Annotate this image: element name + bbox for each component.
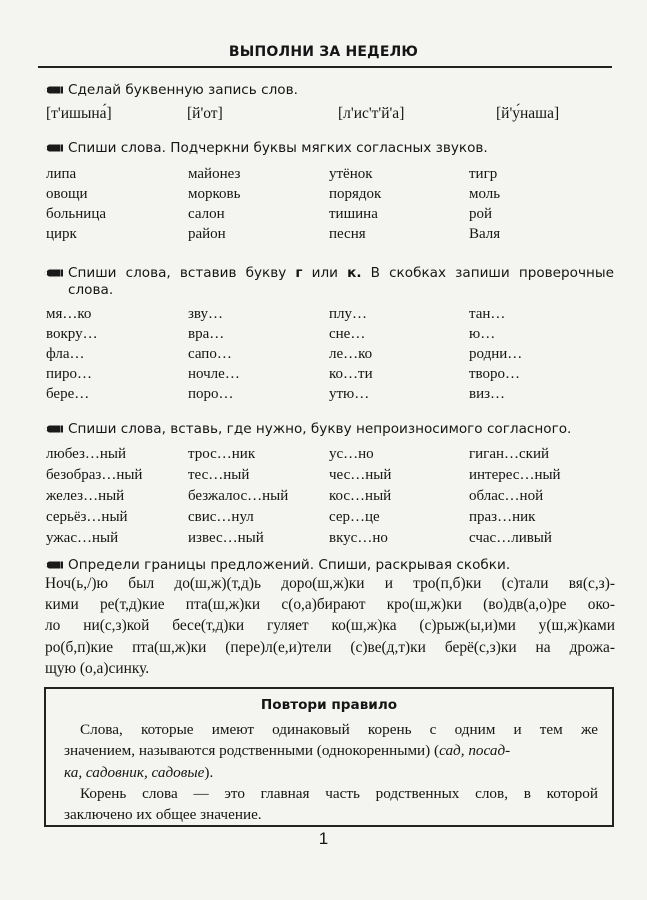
word: поро… — [188, 386, 234, 402]
task1-instruction-text: Сделай буквенную запись слов. — [68, 82, 298, 98]
word: моль — [469, 186, 501, 202]
word: желез…ный — [46, 488, 125, 504]
word: порядок — [329, 186, 382, 202]
word: Валя — [469, 226, 501, 242]
word: липа — [46, 166, 77, 182]
rule-example: ка, садовник, садовые — [64, 763, 205, 781]
word-row — [46, 206, 616, 226]
word: праз…ник — [469, 509, 536, 525]
word: тигр — [469, 166, 498, 182]
rule-box — [44, 687, 614, 827]
rule-line-part: значением, называются родственными (однокоренными) ( — [64, 742, 440, 760]
word: счас…ливый — [469, 530, 552, 546]
pencil-icon — [44, 560, 63, 570]
word: рой — [469, 206, 493, 222]
task5-text — [45, 573, 615, 679]
word: кос…ный — [329, 488, 392, 504]
word: творо… — [469, 366, 521, 382]
word: любез…ный — [46, 446, 127, 462]
word: вкус…но — [329, 530, 388, 546]
word: ле…ко — [329, 346, 373, 362]
task3-instruction-part: Спиши слова, вставив букву — [68, 265, 287, 281]
rule-line: заключено их общее значение. — [64, 806, 262, 824]
word: безжалос…ный — [188, 488, 289, 504]
word: майонез — [188, 166, 241, 182]
word: безобраз…ный — [46, 467, 143, 483]
word: вокру… — [46, 326, 98, 342]
word-row — [46, 446, 616, 466]
header-divider — [38, 66, 612, 68]
word-row — [46, 467, 616, 487]
word: облас…ной — [469, 488, 544, 504]
transcription-word: [т'ишына́] — [46, 105, 112, 122]
word-row — [46, 326, 616, 346]
word: ко…ти — [329, 366, 373, 382]
word-row — [46, 166, 616, 186]
word: морковь — [188, 186, 241, 202]
word: виз… — [469, 386, 506, 402]
task2-instruction-text: Спиши слова. Подчеркни буквы мягких согласных звуков. — [68, 140, 488, 156]
word: зву… — [188, 306, 223, 322]
word: больница — [46, 206, 106, 222]
word: плу… — [329, 306, 368, 322]
word: ночле… — [188, 366, 240, 382]
task4-instruction-text: Спиши слова, вставь, где нужно, букву непроизносимого согласного. — [68, 421, 572, 437]
task2-instruction — [44, 139, 614, 157]
transcription-word: [й'от] — [187, 105, 223, 122]
rule-title: Повтори правило — [260, 697, 398, 713]
word: трос…ник — [188, 446, 256, 462]
word-row — [46, 488, 616, 508]
rule-line: Слова, которые имеют одинаковый корень с одним и тем же — [80, 721, 598, 738]
task1-instruction — [44, 81, 614, 99]
task3-instruction-part: или — [311, 265, 338, 281]
word-row — [46, 306, 616, 326]
rule-text — [64, 719, 598, 825]
word: ю… — [469, 326, 496, 342]
word: серьёз…ный — [46, 509, 128, 525]
word: пиро… — [46, 366, 93, 382]
pencil-icon — [44, 424, 63, 434]
text-line: щую (о,а)синку. — [45, 659, 150, 677]
word: фла… — [46, 346, 85, 362]
word: район — [188, 226, 226, 242]
word: ус…но — [329, 446, 374, 462]
task3-instruction — [44, 264, 614, 282]
pencil-icon — [44, 143, 63, 153]
page-header-title: ВЫПОЛНИ ЗА НЕДЕЛЮ — [228, 44, 419, 60]
task3-instruction-part: В скобках запиши проверочные — [370, 265, 614, 281]
word: утю… — [329, 386, 370, 402]
word: сапо… — [188, 346, 232, 362]
letter-k: к. — [347, 265, 362, 281]
word: тишина — [329, 206, 378, 222]
transcription-word: [й'у́наша] — [496, 105, 560, 122]
word: утёнок — [329, 166, 373, 182]
word-row — [46, 530, 616, 550]
rule-line — [64, 740, 598, 761]
task5-instruction-text: Определи границы предложений. Спиши, раскрывая скобки. — [68, 557, 511, 573]
text-line: ро(б,п)кие пта(ш,ж)ки (пере)л(е,и)тели (с)ве(д,т)ки берё(с,з)ки на дрожа- — [45, 638, 615, 656]
task1-words-row — [46, 105, 616, 125]
word: вра… — [188, 326, 225, 342]
word: сер…це — [329, 509, 380, 525]
word-row — [46, 186, 616, 206]
word: свис…нул — [188, 509, 254, 525]
page-number: 1 — [318, 829, 329, 848]
rule-line — [64, 762, 598, 783]
task4-instruction — [44, 420, 614, 438]
word: мя…ко — [46, 306, 92, 322]
word: цирк — [46, 226, 77, 242]
word: ужас…ный — [46, 530, 119, 546]
word: тес…ный — [188, 467, 250, 483]
rule-example: сад, посад- — [439, 742, 511, 760]
pencil-icon — [44, 268, 63, 278]
word-row — [46, 366, 616, 386]
word: салон — [188, 206, 225, 222]
word: извес…ный — [188, 530, 264, 546]
text-line: кими ре(т,д)кие пта(ш,ж)ки с(о,а)бирают кро(ш,ж)ки (во)дв(а,о)ре око- — [45, 596, 615, 614]
word: сне… — [329, 326, 366, 342]
text-line: ло ни(с,з)кой бесе(т,д)ки гуляет ко(ш,ж)ка (с)рыж(ы,и)ми у(ш,ж)ками — [45, 617, 615, 635]
transcription-word: [л'ис'т'й'а] — [338, 105, 405, 122]
word: бере… — [46, 386, 90, 402]
word: родни… — [469, 346, 523, 362]
letter-g: г — [295, 265, 303, 281]
word: гиган…ский — [469, 446, 550, 462]
word-row — [46, 346, 616, 366]
rule-line: Корень слова — это главная часть родственных слов, в которой — [80, 784, 598, 802]
word: тан… — [469, 306, 506, 322]
word: интерес…ный — [469, 467, 561, 483]
task3-instruction-line2: слова. — [68, 282, 114, 298]
word: песня — [329, 226, 366, 242]
word-row — [46, 509, 616, 529]
word: овощи — [46, 186, 88, 202]
word-row — [46, 386, 616, 406]
task5-instruction — [44, 556, 614, 574]
word: чес…ный — [329, 467, 392, 483]
pencil-icon — [44, 85, 63, 95]
text-line: Ноч(ь,/)ю был до(ш,ж)(т,д)ь доро(ш,ж)ки и тро(п,б)ки (с)тали вя(с,з)- — [45, 575, 615, 592]
word-row — [46, 226, 616, 246]
rule-line-part: ). — [204, 763, 214, 781]
